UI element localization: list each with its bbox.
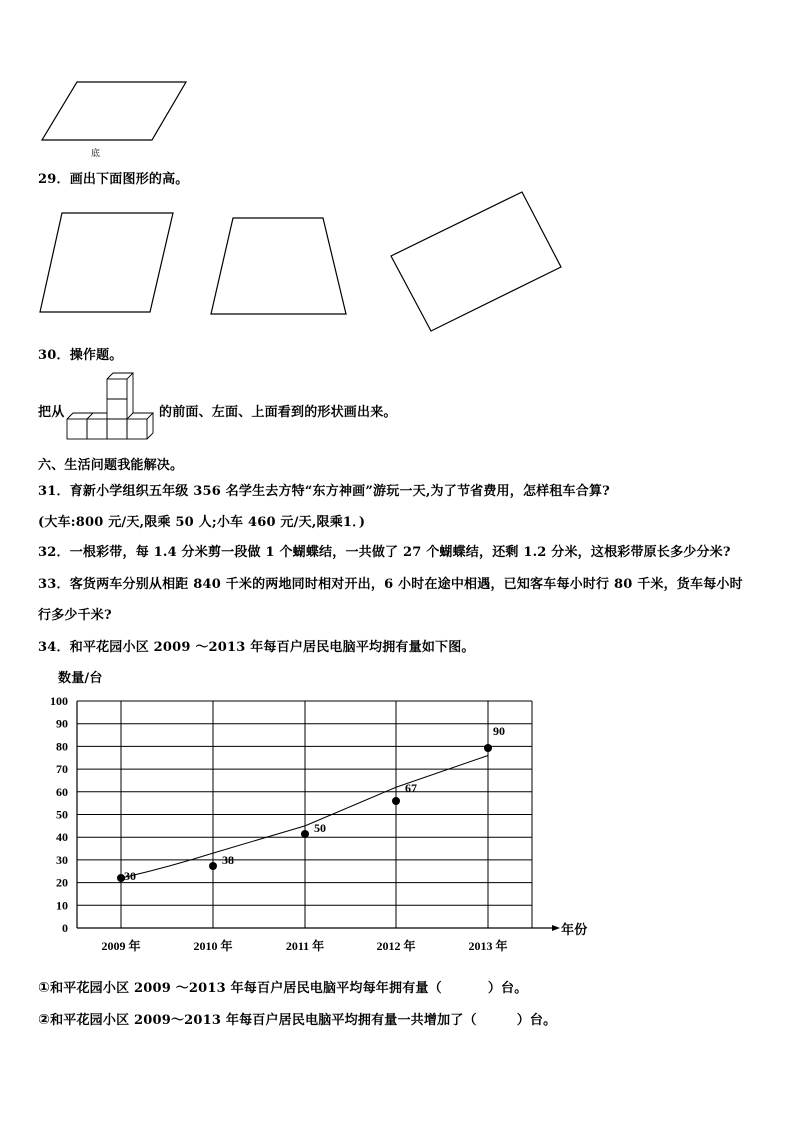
y-tick-label: 0 — [62, 921, 68, 935]
y-tick-label: 80 — [56, 739, 68, 754]
question-33-line1: 33．客货两车分别从相距 840 千米的两地同时相对开出，6 小时在途中相遇，已知客车每小时行 80 千米，货车每小时 — [38, 577, 743, 592]
sub-question-1 — [38, 977, 527, 996]
question-30-suffix: 的前面、左面、上面看到的形状画出来。 — [159, 405, 397, 420]
x-tick-label: 2013 年 — [468, 939, 508, 953]
data-label: 38 — [222, 853, 234, 867]
y-tick-label: 90 — [56, 716, 68, 731]
sub-question-2 — [38, 1009, 556, 1028]
y-tick-label: 100 — [50, 694, 68, 708]
question-29: 29．画出下面图形的高。 — [38, 172, 189, 187]
question-31-line2: (大车:800 元/天,限乘 50 人;小车 460 元/天,限乘1．) — [38, 515, 366, 530]
sub-question-2-text-a: 和平花园小区 2009～2013 年每百户居民电脑平均拥有量一共增加了（ — [50, 1013, 477, 1028]
circled-number-2: ② — [38, 1012, 51, 1028]
x-tick-label: 2011 年 — [285, 939, 325, 953]
data-point — [209, 862, 217, 870]
section-6-heading: 六、生活问题我能解决。 — [38, 458, 184, 473]
x-tick-label: 2012 年 — [376, 939, 416, 953]
base-label: 底 — [91, 149, 101, 159]
sub-question-2-text-b: ）台。 — [516, 1013, 557, 1028]
sub-question-1-text-a: 和平花园小区 2009 ～2013 年每百户居民电脑平均每年拥有量（ — [50, 981, 442, 996]
data-point — [392, 797, 400, 805]
y-tick-label: 50 — [56, 807, 68, 822]
data-label: 50 — [314, 821, 326, 835]
x-axis-label: 年份 — [561, 923, 588, 938]
data-label: 30 — [124, 869, 136, 883]
y-tick-label: 40 — [56, 830, 68, 845]
x-tick-label: 2010 年 — [193, 939, 233, 953]
y-tick-label: 30 — [56, 852, 68, 867]
question-34: 34．和平花园小区 2009 ～2013 年每百户居民电脑平均拥有量如下图。 — [38, 640, 475, 655]
circled-number-1: ① — [38, 980, 51, 996]
y-tick-label: 10 — [56, 898, 68, 913]
x-axis-arrow — [552, 925, 560, 931]
question-30-title: 30．操作题。 — [38, 348, 123, 363]
y-tick-label: 60 — [56, 784, 68, 799]
y-axis-label: 数量/台 — [58, 671, 103, 686]
y-tick-label: 70 — [56, 762, 68, 777]
y-tick-label: 20 — [56, 875, 68, 890]
data-label: 90 — [493, 724, 505, 738]
question-32: 32．一根彩带，每 1.4 分米剪一段做 1 个蝴蝶结，一共做了 27 个蝴蝶结，还剩 1.2 分米，这根彩带原长多少分米? — [38, 545, 731, 560]
question-33-line2: 行多少千米? — [38, 608, 112, 623]
x-tick-label: 2009 年 — [101, 939, 141, 953]
question-30-prefix: 把从 — [38, 405, 65, 420]
data-point — [301, 830, 309, 838]
question-31-line1: 31．育新小学组织五年级 356 名学生去方特“东方神画”游玩一天,为了节省费用，怎样租车合算? — [38, 484, 610, 499]
data-label: 67 — [405, 781, 417, 795]
data-point — [484, 744, 492, 752]
sub-question-1-text-b: ）台。 — [487, 981, 528, 996]
